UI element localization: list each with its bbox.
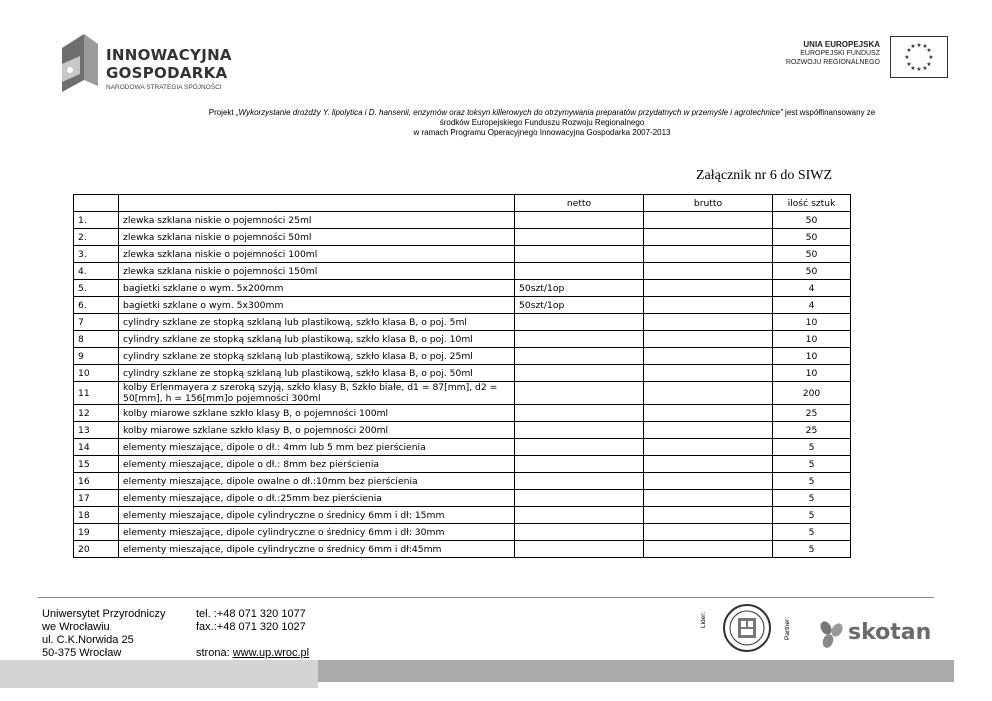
cell-desc: zlewka szklana niskie o pojemności 100ml <box>119 246 515 263</box>
lider-label: Lider: <box>700 611 707 628</box>
eu-logo-line1: UNIA EUROPEJSKA <box>803 40 880 49</box>
ig-logo-mark-icon <box>58 34 100 92</box>
partner-label: Partner: <box>784 616 791 640</box>
table-row <box>74 541 851 558</box>
cell-brutto <box>644 490 773 507</box>
annex-title: Załącznik nr 6 do SIWZ <box>696 168 833 183</box>
footer-bar-dark <box>318 660 954 682</box>
table-row <box>74 263 851 280</box>
table-row <box>74 473 851 490</box>
table-row <box>74 405 851 422</box>
svg-text:★: ★ <box>916 66 922 73</box>
table-row <box>74 365 851 382</box>
cell-qty: 25 <box>773 405 851 422</box>
svg-text:★: ★ <box>910 65 916 72</box>
table-row <box>74 490 851 507</box>
cell-qty: 50 <box>773 246 851 263</box>
cell-qty: 50 <box>773 229 851 246</box>
cell-qty: 5 <box>773 541 851 558</box>
website-link[interactable]: www.up.wroc.pl <box>232 647 310 659</box>
university-seal-icon <box>722 603 772 653</box>
cell-brutto <box>644 348 773 365</box>
eu-logo-line2: EUROPEJSKI FUNDUSZ <box>800 50 880 57</box>
footer-address <box>42 608 165 660</box>
footer-contact <box>196 608 309 660</box>
cell-desc: bagietki szklane o wym. 5x200mm <box>119 280 515 297</box>
website: strona: www.up.wroc.pl <box>196 647 310 659</box>
cell-no: 5. <box>74 280 119 297</box>
header-qty: ilość sztuk <box>773 195 851 212</box>
cell-no: 6. <box>74 297 119 314</box>
cell-desc: cylindry szklane ze stopką szklaną lub plastikową, szkło klasa B, o poj. 5ml <box>119 314 515 331</box>
cell-desc: kolby Erlenmayera z szeroką szyją, szkło klasy B, Szkło białe, d1 = 87[mm], d2 = 50[mm], h = 156[mm]o pojemności 300ml <box>119 382 515 405</box>
cell-brutto <box>644 331 773 348</box>
address-line: Uniwersytet Przyrodniczy <box>42 608 166 620</box>
cell-no: 7 <box>74 314 119 331</box>
cell-netto <box>515 212 644 229</box>
cell-desc: elementy mieszające, dipole cylindryczne o średnicy 6mm i dł: 15mm <box>119 507 515 524</box>
project-title: „Wykorzystanie drożdży Y. lipolytica i D. hansenii, enzymów oraz toksyn killerowych do otrzymywania preparatów przydatnych w przemyśle i agrotechnice” <box>235 108 783 117</box>
ig-logo-line2: GOSPODARKA <box>106 64 228 82</box>
cell-desc: zlewka szklana niskie o pojemności 25ml <box>119 212 515 229</box>
project-line1: Projekt „Wykorzystanie drożdży Y. lipolytica i D. hansenii, enzymów oraz toksyn killerowych do otrzymywania preparatów przydatnych w przemyśle i agrotechnice” jest współfinansowany ze <box>208 108 876 117</box>
cell-qty: 10 <box>773 331 851 348</box>
address-line: 50-375 Wrocław <box>42 647 122 659</box>
header-cell <box>74 195 119 212</box>
cell-no: 20 <box>74 541 119 558</box>
cell-netto <box>515 507 644 524</box>
cell-netto: 50szt/1op <box>515 297 644 314</box>
table-row <box>74 212 851 229</box>
cell-brutto <box>644 314 773 331</box>
ig-logo-line1: INNOWACYJNA <box>106 46 232 64</box>
header-cell <box>119 195 515 212</box>
table-row <box>74 382 851 405</box>
table-row <box>74 229 851 246</box>
phone: tel. :+48 071 320 1077 <box>196 608 306 620</box>
svg-text:★: ★ <box>904 54 910 61</box>
cell-netto <box>515 473 644 490</box>
project-line2: środków Europejskiego Funduszu Rozwoju Regionalnego <box>439 118 645 127</box>
cell-netto <box>515 365 644 382</box>
svg-text:★: ★ <box>916 42 922 49</box>
cell-netto <box>515 314 644 331</box>
svg-text:★: ★ <box>906 47 912 54</box>
table-row <box>74 456 851 473</box>
svg-text:★: ★ <box>922 65 928 72</box>
cell-brutto <box>644 439 773 456</box>
cell-no: 10 <box>74 365 119 382</box>
cell-qty: 50 <box>773 263 851 280</box>
cell-netto <box>515 263 644 280</box>
cell-brutto <box>644 507 773 524</box>
eu-flag-icon <box>890 36 948 78</box>
cell-no: 4. <box>74 263 119 280</box>
eu-logo-text <box>786 40 880 67</box>
cell-no: 13 <box>74 422 119 439</box>
cell-brutto <box>644 382 773 405</box>
cell-qty: 5 <box>773 507 851 524</box>
cell-no: 17 <box>74 490 119 507</box>
cell-brutto <box>644 297 773 314</box>
cell-desc: kolby miarowe szklane szkło klasy B, o pojemności 200ml <box>119 422 515 439</box>
cell-netto <box>515 348 644 365</box>
footer-bar-light <box>0 660 318 688</box>
ig-logo-line3: NARODOWA STRATEGIA SPÓJNOŚCI <box>106 84 222 91</box>
project-line3: w ramach Programu Operacyjnego Innowacyjna Gospodarka 2007-2013 <box>413 128 671 137</box>
svg-text:★: ★ <box>922 43 928 50</box>
cell-netto <box>515 439 644 456</box>
cell-netto <box>515 490 644 507</box>
cell-qty: 10 <box>773 314 851 331</box>
cell-brutto <box>644 263 773 280</box>
table-row <box>74 246 851 263</box>
cell-desc: elementy mieszające, dipole owalne o dł.:10mm bez pierścienia <box>119 473 515 490</box>
cell-netto <box>515 541 644 558</box>
cell-desc: zlewka szklana niskie o pojemności 50ml <box>119 229 515 246</box>
cell-no: 19 <box>74 524 119 541</box>
table-row <box>74 331 851 348</box>
cell-desc: cylindry szklane ze stopką szklaną lub plastikową, szkło klasa B, o poj. 10ml <box>119 331 515 348</box>
cell-brutto <box>644 365 773 382</box>
cell-qty: 4 <box>773 297 851 314</box>
cell-qty: 5 <box>773 473 851 490</box>
cell-desc: elementy mieszające, dipole cylindryczne o średnicy 6mm i dł: 30mm <box>119 524 515 541</box>
svg-text:★: ★ <box>906 61 912 68</box>
fax: fax.:+48 071 320 1027 <box>196 621 306 633</box>
cell-desc: cylindry szklane ze stopką szklaną lub plastikową, szkło klasa B, o poj. 50ml <box>119 365 515 382</box>
cell-qty: 10 <box>773 348 851 365</box>
cell-netto <box>515 456 644 473</box>
cell-desc: elementy mieszające, dipole o dł.:25mm bez pierścienia <box>119 490 515 507</box>
table-row <box>74 439 851 456</box>
cell-qty: 5 <box>773 456 851 473</box>
cell-no: 18 <box>74 507 119 524</box>
footer-divider <box>38 597 934 598</box>
table-row <box>74 422 851 439</box>
cell-desc: elementy mieszające, dipole o dł.: 8mm bez pierścienia <box>119 456 515 473</box>
cell-brutto <box>644 524 773 541</box>
cell-qty: 200 <box>773 382 851 405</box>
svg-text:★: ★ <box>926 47 932 54</box>
cell-qty: 25 <box>773 422 851 439</box>
cell-brutto <box>644 280 773 297</box>
svg-text:★: ★ <box>910 43 916 50</box>
table-row <box>74 314 851 331</box>
cell-brutto <box>644 541 773 558</box>
table-header-row <box>74 195 851 212</box>
cell-netto <box>515 422 644 439</box>
header-brutto: brutto <box>644 195 773 212</box>
cell-netto <box>515 331 644 348</box>
table-row <box>74 280 851 297</box>
cell-brutto <box>644 456 773 473</box>
header-netto: netto <box>515 195 644 212</box>
cell-desc: elementy mieszające, dipole cylindryczne o średnicy 6mm i dł:45mm <box>119 541 515 558</box>
skotan-leaf-icon <box>818 620 846 650</box>
cell-desc: kolby miarowe szklane szkło klasy B, o pojemności 100ml <box>119 405 515 422</box>
cell-brutto <box>644 229 773 246</box>
cell-netto <box>515 229 644 246</box>
table-row <box>74 348 851 365</box>
cell-no: 12 <box>74 405 119 422</box>
cell-brutto <box>644 405 773 422</box>
eu-logo <box>778 34 952 80</box>
cell-no: 9 <box>74 348 119 365</box>
cell-netto <box>515 246 644 263</box>
skotan-logo <box>818 618 938 652</box>
innowacyjna-gospodarka-logo <box>58 34 248 94</box>
cell-no: 11 <box>74 382 119 405</box>
table-row <box>74 507 851 524</box>
cell-no: 8 <box>74 331 119 348</box>
cell-no: 14 <box>74 439 119 456</box>
eu-logo-line3: ROZWOJU REGIONALNEGO <box>785 59 880 66</box>
skotan-wordmark: skotan <box>848 620 932 645</box>
cell-qty: 50 <box>773 212 851 229</box>
cell-netto <box>515 382 644 405</box>
svg-text:★: ★ <box>926 61 932 68</box>
cell-qty: 10 <box>773 365 851 382</box>
cell-netto <box>515 524 644 541</box>
table-row <box>74 524 851 541</box>
cell-desc: zlewka szklana niskie o pojemności 150ml <box>119 263 515 280</box>
cell-qty: 5 <box>773 490 851 507</box>
address-line: we Wrocławiu <box>42 621 110 633</box>
cell-no: 15 <box>74 456 119 473</box>
cell-no: 1. <box>74 212 119 229</box>
cell-no: 16 <box>74 473 119 490</box>
table-row <box>74 297 851 314</box>
cell-brutto <box>644 246 773 263</box>
cell-brutto <box>644 422 773 439</box>
items-table <box>73 194 851 558</box>
cell-qty: 5 <box>773 439 851 456</box>
svg-text:★: ★ <box>928 54 934 61</box>
cell-netto: 50szt/1op <box>515 280 644 297</box>
cell-no: 2. <box>74 229 119 246</box>
cell-brutto <box>644 473 773 490</box>
project-statement <box>142 108 942 138</box>
cell-desc: cylindry szklane ze stopką szklaną lub plastikową, szkło klasa B, o poj. 25ml <box>119 348 515 365</box>
cell-desc: elementy mieszające, dipole o dł.: 4mm lub 5 mm bez pierścienia <box>119 439 515 456</box>
address-line: ul. C.K.Norwida 25 <box>42 634 134 646</box>
cell-desc: bagietki szklane o wym. 5x300mm <box>119 297 515 314</box>
cell-brutto <box>644 212 773 229</box>
cell-qty: 4 <box>773 280 851 297</box>
cell-netto <box>515 405 644 422</box>
cell-no: 3. <box>74 246 119 263</box>
cell-qty: 5 <box>773 524 851 541</box>
